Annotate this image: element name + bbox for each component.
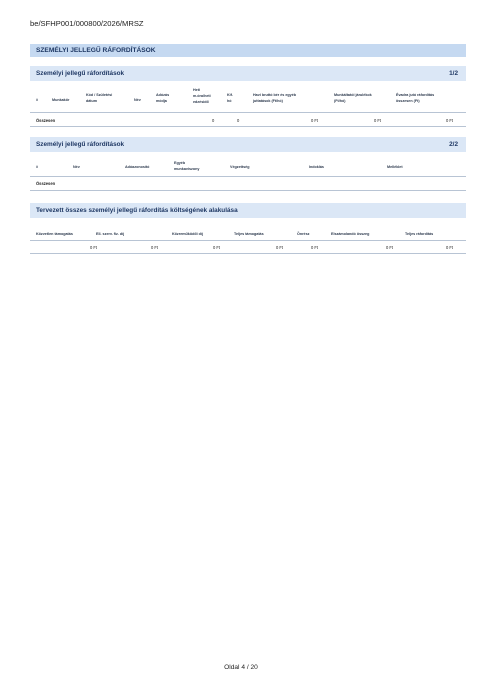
t1-sum-weekly: 0 [212,118,215,123]
t3-col-intermediary: Közreműködői díj [172,232,203,236]
document-id: be/SFHP001/000800/2026/MRSZ [30,19,144,28]
table1-bottom-rule [30,126,466,127]
section-title-bar [30,44,466,57]
t3-val-intermediary: 0 Ft [213,245,221,250]
t3-col-direct: Közvetlen támogatás [36,232,73,236]
t2-col-attachment: Melléklet [387,165,403,169]
t1-sum-contrib: 0 Ft [374,118,382,123]
t3-val-direct: 0 Ft [90,245,98,250]
t1-sum-gross: 0 Ft [311,118,319,123]
table2-title-bar [30,137,466,152]
t1-sum-total: 0 Ft [446,118,454,123]
t2-col-justification: Indoklás [309,165,324,169]
t1-col-total: Évadra jutó ráfordítás összesen (Ft) [396,93,435,103]
section-title: SZEMÉLYI JELLEGŰ RÁFORDÍTÁSOK [36,47,156,54]
t3-col-own: Önrész [297,232,310,236]
t1-col-kif: Kif. hó [227,93,233,103]
t3-val-own: 0 Ft [311,245,319,250]
t3-col-service-fee: Ell. szerv. fiz. díj [96,232,125,236]
t1-col-gross: Havi bruttó bér és egyéb juttatások (Ft/hó) [253,93,297,103]
t3-col-accounted: Elszámolandó összeg [331,232,370,236]
table2-title: Személyi jellegű ráfordítások [36,141,125,148]
t3-val-full-support: 0 Ft [276,245,284,250]
t3-val-full-cost: 0 Ft [446,245,454,250]
table1-title: Személyi jellegű ráfordítások [36,70,125,77]
table2-bottom-rule [30,190,466,191]
t1-col-weekly: Heti m.óra/heti edzésidő [193,88,211,104]
table2-page-indicator: 2/2 [449,141,458,148]
t1-sum-kif: 0 [237,118,240,123]
page-footer: Oldal 4 / 20 [224,664,258,671]
table3-title-bar [30,203,466,218]
t1-col-code: Kód / Születési dátum [86,93,113,103]
t2-sum-label: Összesen [36,181,56,186]
t3-col-full-support: Teljes támogatás [234,232,264,236]
table1-divider [30,112,466,113]
t2-col-name: Név [73,165,80,169]
table1-page-indicator: 1/2 [449,70,458,77]
t1-col-num: # [36,98,39,102]
t1-col-name: Név [134,98,141,102]
t1-col-contrib: Munkáltatói járulékok (Ft/hó) [334,93,372,103]
t2-col-tax-id: Adóazonosító [125,165,150,169]
t2-col-other: Egyéb munkaviszony [174,161,200,171]
table3-divider [30,240,466,241]
table1-title-bar [30,66,466,81]
table3-bottom-rule [30,253,466,254]
t1-col-taxation: Adózás módja [156,93,170,103]
t3-val-accounted: 0 Ft [386,245,394,250]
t2-col-qualification: Végzettség [230,165,250,169]
table2-divider [30,176,466,177]
table3-title: Tervezett összes személyi jellegű ráfordítás költségének alakulása [36,207,238,214]
t2-col-num: # [36,165,39,169]
t1-sum-label: Összesen [36,118,56,123]
t1-col-worker: Munkakör [52,98,70,102]
t3-val-service-fee: 0 Ft [151,245,159,250]
t3-col-full-cost: Teljes ráfordítás [405,232,434,236]
